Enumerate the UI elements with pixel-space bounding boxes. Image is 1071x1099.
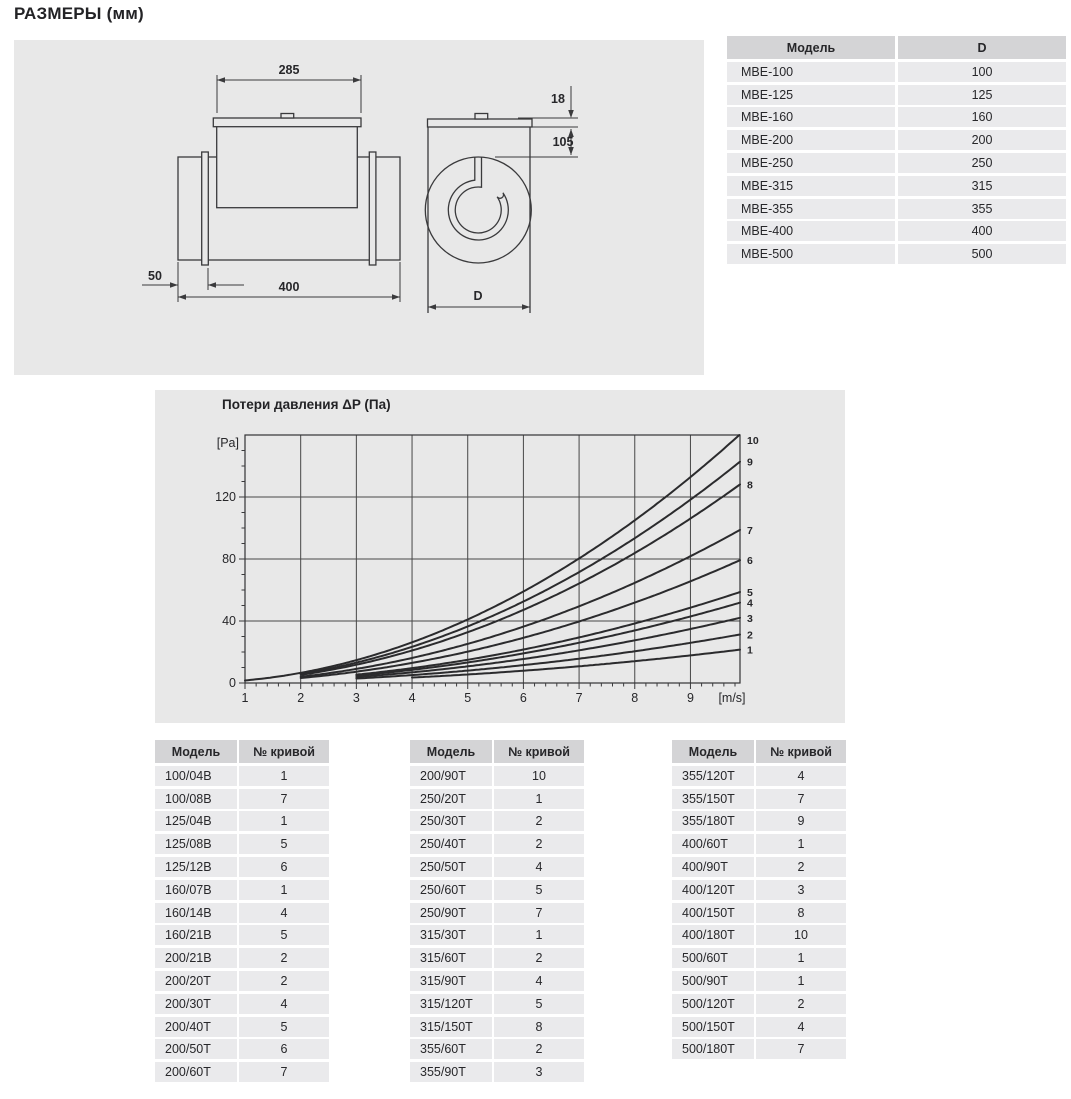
- value-cell: 1: [756, 834, 846, 854]
- model-cell: 315/60Т: [410, 948, 492, 968]
- model-cell: 160/21В: [155, 925, 237, 945]
- value-cell: 1: [239, 811, 329, 831]
- duct-circle: [425, 157, 531, 263]
- value-cell: 7: [239, 1062, 329, 1082]
- lid-plate: [213, 118, 361, 127]
- model-cell: МВЕ-355: [727, 199, 895, 219]
- svg-text:6: 6: [519, 691, 527, 705]
- x-axis-ticks: [245, 683, 735, 689]
- value-cell: 2: [756, 857, 846, 877]
- pressure-chart-panel: [155, 390, 845, 723]
- curve-label-10: 10: [747, 435, 759, 447]
- value-cell: 5: [239, 1017, 329, 1037]
- value-cell: 7: [494, 903, 584, 923]
- value-cell: 7: [756, 789, 846, 809]
- x-axis-labels: [242, 691, 746, 705]
- model-cell: МВЕ-400: [727, 221, 895, 241]
- y-axis-labels: [215, 436, 239, 690]
- model-cell: 200/50Т: [155, 1039, 237, 1059]
- curve-label-5: 5: [747, 587, 753, 600]
- value-cell: 8: [494, 1017, 584, 1037]
- model-cell: 400/90Т: [672, 857, 754, 877]
- curve-label-7: 7: [747, 524, 753, 537]
- model-cell: 355/150Т: [672, 789, 754, 809]
- dim-total-length: 400: [278, 280, 300, 294]
- model-cell: МВЕ-125: [727, 85, 895, 105]
- model-cell: 250/90Т: [410, 903, 492, 923]
- model-cell: 500/60Т: [672, 948, 754, 968]
- dim-inlet-offset: 50: [148, 269, 162, 283]
- side-view: [178, 114, 400, 266]
- model-cell: МВЕ-250: [727, 153, 895, 173]
- model-cell: МВЕ-160: [727, 107, 895, 127]
- curve-label-6: 6: [747, 555, 753, 568]
- svg-text:3: 3: [352, 691, 360, 705]
- y-axis-unit: [Pa]: [216, 436, 239, 450]
- value-cell: 4: [494, 857, 584, 877]
- model-cell: 400/60Т: [672, 834, 754, 854]
- model-cell: 160/07В: [155, 880, 237, 900]
- model-cell: 125/04В: [155, 811, 237, 831]
- curve-table-2: [410, 740, 584, 1082]
- curve-label-9: 9: [747, 456, 753, 469]
- model-cell: 250/50Т: [410, 857, 492, 877]
- value-cell: 4: [239, 994, 329, 1014]
- value-cell: 10: [756, 925, 846, 945]
- value-cell: 200: [898, 130, 1066, 150]
- model-cell: 200/21В: [155, 948, 237, 968]
- column-header: D: [898, 36, 1066, 59]
- value-cell: 5: [239, 834, 329, 854]
- model-cell: 200/90Т: [410, 766, 492, 786]
- x-axis-unit: [m/s]: [718, 691, 746, 705]
- model-cell: 400/180Т: [672, 925, 754, 945]
- value-cell: 500: [898, 244, 1066, 264]
- model-cell: 200/20Т: [155, 971, 237, 991]
- front-lid-plate: [428, 119, 533, 127]
- front-view: [425, 114, 532, 314]
- model-cell: 315/150Т: [410, 1017, 492, 1037]
- value-cell: 4: [756, 1017, 846, 1037]
- model-cell: МВЕ-200: [727, 130, 895, 150]
- pressure-curves: [245, 435, 740, 681]
- model-cell: 125/12В: [155, 857, 237, 877]
- model-cell: 500/120Т: [672, 994, 754, 1014]
- page-title: РАЗМЕРЫ (мм): [14, 4, 144, 23]
- value-cell: 1: [494, 789, 584, 809]
- value-cell: 315: [898, 176, 1066, 196]
- value-cell: 1: [239, 766, 329, 786]
- value-cell: 7: [756, 1039, 846, 1059]
- value-cell: 10: [494, 766, 584, 786]
- value-cell: 250: [898, 153, 1066, 173]
- model-cell: 250/60Т: [410, 880, 492, 900]
- value-cell: 1: [756, 948, 846, 968]
- value-cell: 4: [494, 971, 584, 991]
- clamp-profile: [448, 157, 508, 240]
- dimension-drawing-panel: [14, 40, 704, 375]
- column-header: № кривой: [756, 740, 846, 763]
- svg-text:0: 0: [229, 676, 236, 690]
- dim-diameter: D: [473, 289, 483, 303]
- value-cell: 2: [494, 1039, 584, 1059]
- curve-4: [356, 603, 740, 676]
- dim-top-width: 285: [278, 63, 300, 77]
- svg-text:9: 9: [686, 691, 694, 705]
- value-cell: 2: [494, 948, 584, 968]
- model-cell: 355/60Т: [410, 1039, 492, 1059]
- value-cell: 355: [898, 199, 1066, 219]
- value-cell: 5: [494, 880, 584, 900]
- curve-number-labels: [747, 435, 759, 657]
- value-cell: 2: [494, 811, 584, 831]
- svg-text:120: 120: [215, 490, 236, 504]
- model-cell: 200/40Т: [155, 1017, 237, 1037]
- model-cell: 500/150Т: [672, 1017, 754, 1037]
- value-cell: 160: [898, 107, 1066, 127]
- flange-left: [202, 152, 209, 265]
- model-cell: 125/08В: [155, 834, 237, 854]
- svg-text:8: 8: [631, 691, 639, 705]
- value-cell: 1: [239, 880, 329, 900]
- model-cell: 315/90Т: [410, 971, 492, 991]
- model-cell: 160/14В: [155, 903, 237, 923]
- value-cell: 7: [239, 789, 329, 809]
- svg-text:1: 1: [241, 691, 249, 705]
- column-header: Модель: [672, 740, 754, 763]
- model-cell: 500/90Т: [672, 971, 754, 991]
- dim-lid-height: 18: [551, 92, 565, 106]
- value-cell: 5: [239, 925, 329, 945]
- value-cell: 4: [239, 903, 329, 923]
- value-cell: 6: [239, 857, 329, 877]
- curve-label-2: 2: [747, 629, 753, 642]
- value-cell: 3: [494, 1062, 584, 1082]
- pressure-loss-chart: [155, 390, 845, 723]
- value-cell: 2: [494, 834, 584, 854]
- column-header: Модель: [155, 740, 237, 763]
- model-cell: 250/20Т: [410, 789, 492, 809]
- curve-label-1: 1: [747, 644, 753, 657]
- model-cell: 400/120Т: [672, 880, 754, 900]
- flange-right: [369, 152, 376, 265]
- chart-title: Потери давления ΔP (Па): [222, 397, 391, 412]
- value-cell: 5: [494, 994, 584, 1014]
- dimension-drawing: [14, 40, 704, 375]
- model-cell: МВЕ-500: [727, 244, 895, 264]
- model-cell: 355/120Т: [672, 766, 754, 786]
- model-cell: МВЕ-315: [727, 176, 895, 196]
- curve-label-8: 8: [747, 479, 753, 492]
- model-cell: 200/60Т: [155, 1062, 237, 1082]
- value-cell: 400: [898, 221, 1066, 241]
- model-cell: 355/90Т: [410, 1062, 492, 1082]
- value-cell: 1: [756, 971, 846, 991]
- lid-knob: [281, 114, 294, 119]
- curve-9: [301, 462, 740, 674]
- svg-text:4: 4: [408, 691, 416, 705]
- value-cell: 125: [898, 85, 1066, 105]
- terminal-box: [217, 126, 358, 208]
- column-header: № кривой: [494, 740, 584, 763]
- value-cell: 1: [494, 925, 584, 945]
- model-cell: 100/04В: [155, 766, 237, 786]
- column-header: № кривой: [239, 740, 329, 763]
- value-cell: 8: [756, 903, 846, 923]
- value-cell: 9: [756, 811, 846, 831]
- model-cell: 100/08В: [155, 789, 237, 809]
- size-table: [727, 36, 1066, 264]
- model-cell: 315/30Т: [410, 925, 492, 945]
- front-body-sides: [428, 119, 530, 313]
- column-header: Модель: [410, 740, 492, 763]
- curve-label-4: 4: [747, 597, 753, 610]
- value-cell: 4: [756, 766, 846, 786]
- curve-10: [245, 435, 739, 681]
- model-cell: 250/40Т: [410, 834, 492, 854]
- svg-text:80: 80: [222, 552, 236, 566]
- value-cell: 3: [756, 880, 846, 900]
- curve-table-3: [672, 740, 846, 1059]
- model-cell: 500/180Т: [672, 1039, 754, 1059]
- model-cell: 400/150Т: [672, 903, 754, 923]
- front-lid-knob: [475, 114, 488, 120]
- curve-label-3: 3: [747, 612, 753, 625]
- model-cell: 315/120Т: [410, 994, 492, 1014]
- value-cell: 6: [239, 1039, 329, 1059]
- dim-box-height: 105: [552, 135, 574, 149]
- model-cell: 200/30Т: [155, 994, 237, 1014]
- value-cell: 2: [239, 971, 329, 991]
- column-header: Модель: [727, 36, 895, 59]
- svg-text:5: 5: [464, 691, 472, 705]
- value-cell: 100: [898, 62, 1066, 82]
- svg-text:7: 7: [575, 691, 583, 705]
- svg-text:2: 2: [297, 691, 305, 705]
- svg-text:40: 40: [222, 614, 236, 628]
- model-cell: МВЕ-100: [727, 62, 895, 82]
- curve-table-1: [155, 740, 329, 1082]
- value-cell: 2: [756, 994, 846, 1014]
- model-cell: 355/180Т: [672, 811, 754, 831]
- value-cell: 2: [239, 948, 329, 968]
- model-cell: 250/30Т: [410, 811, 492, 831]
- y-axis-ticks: [239, 451, 245, 684]
